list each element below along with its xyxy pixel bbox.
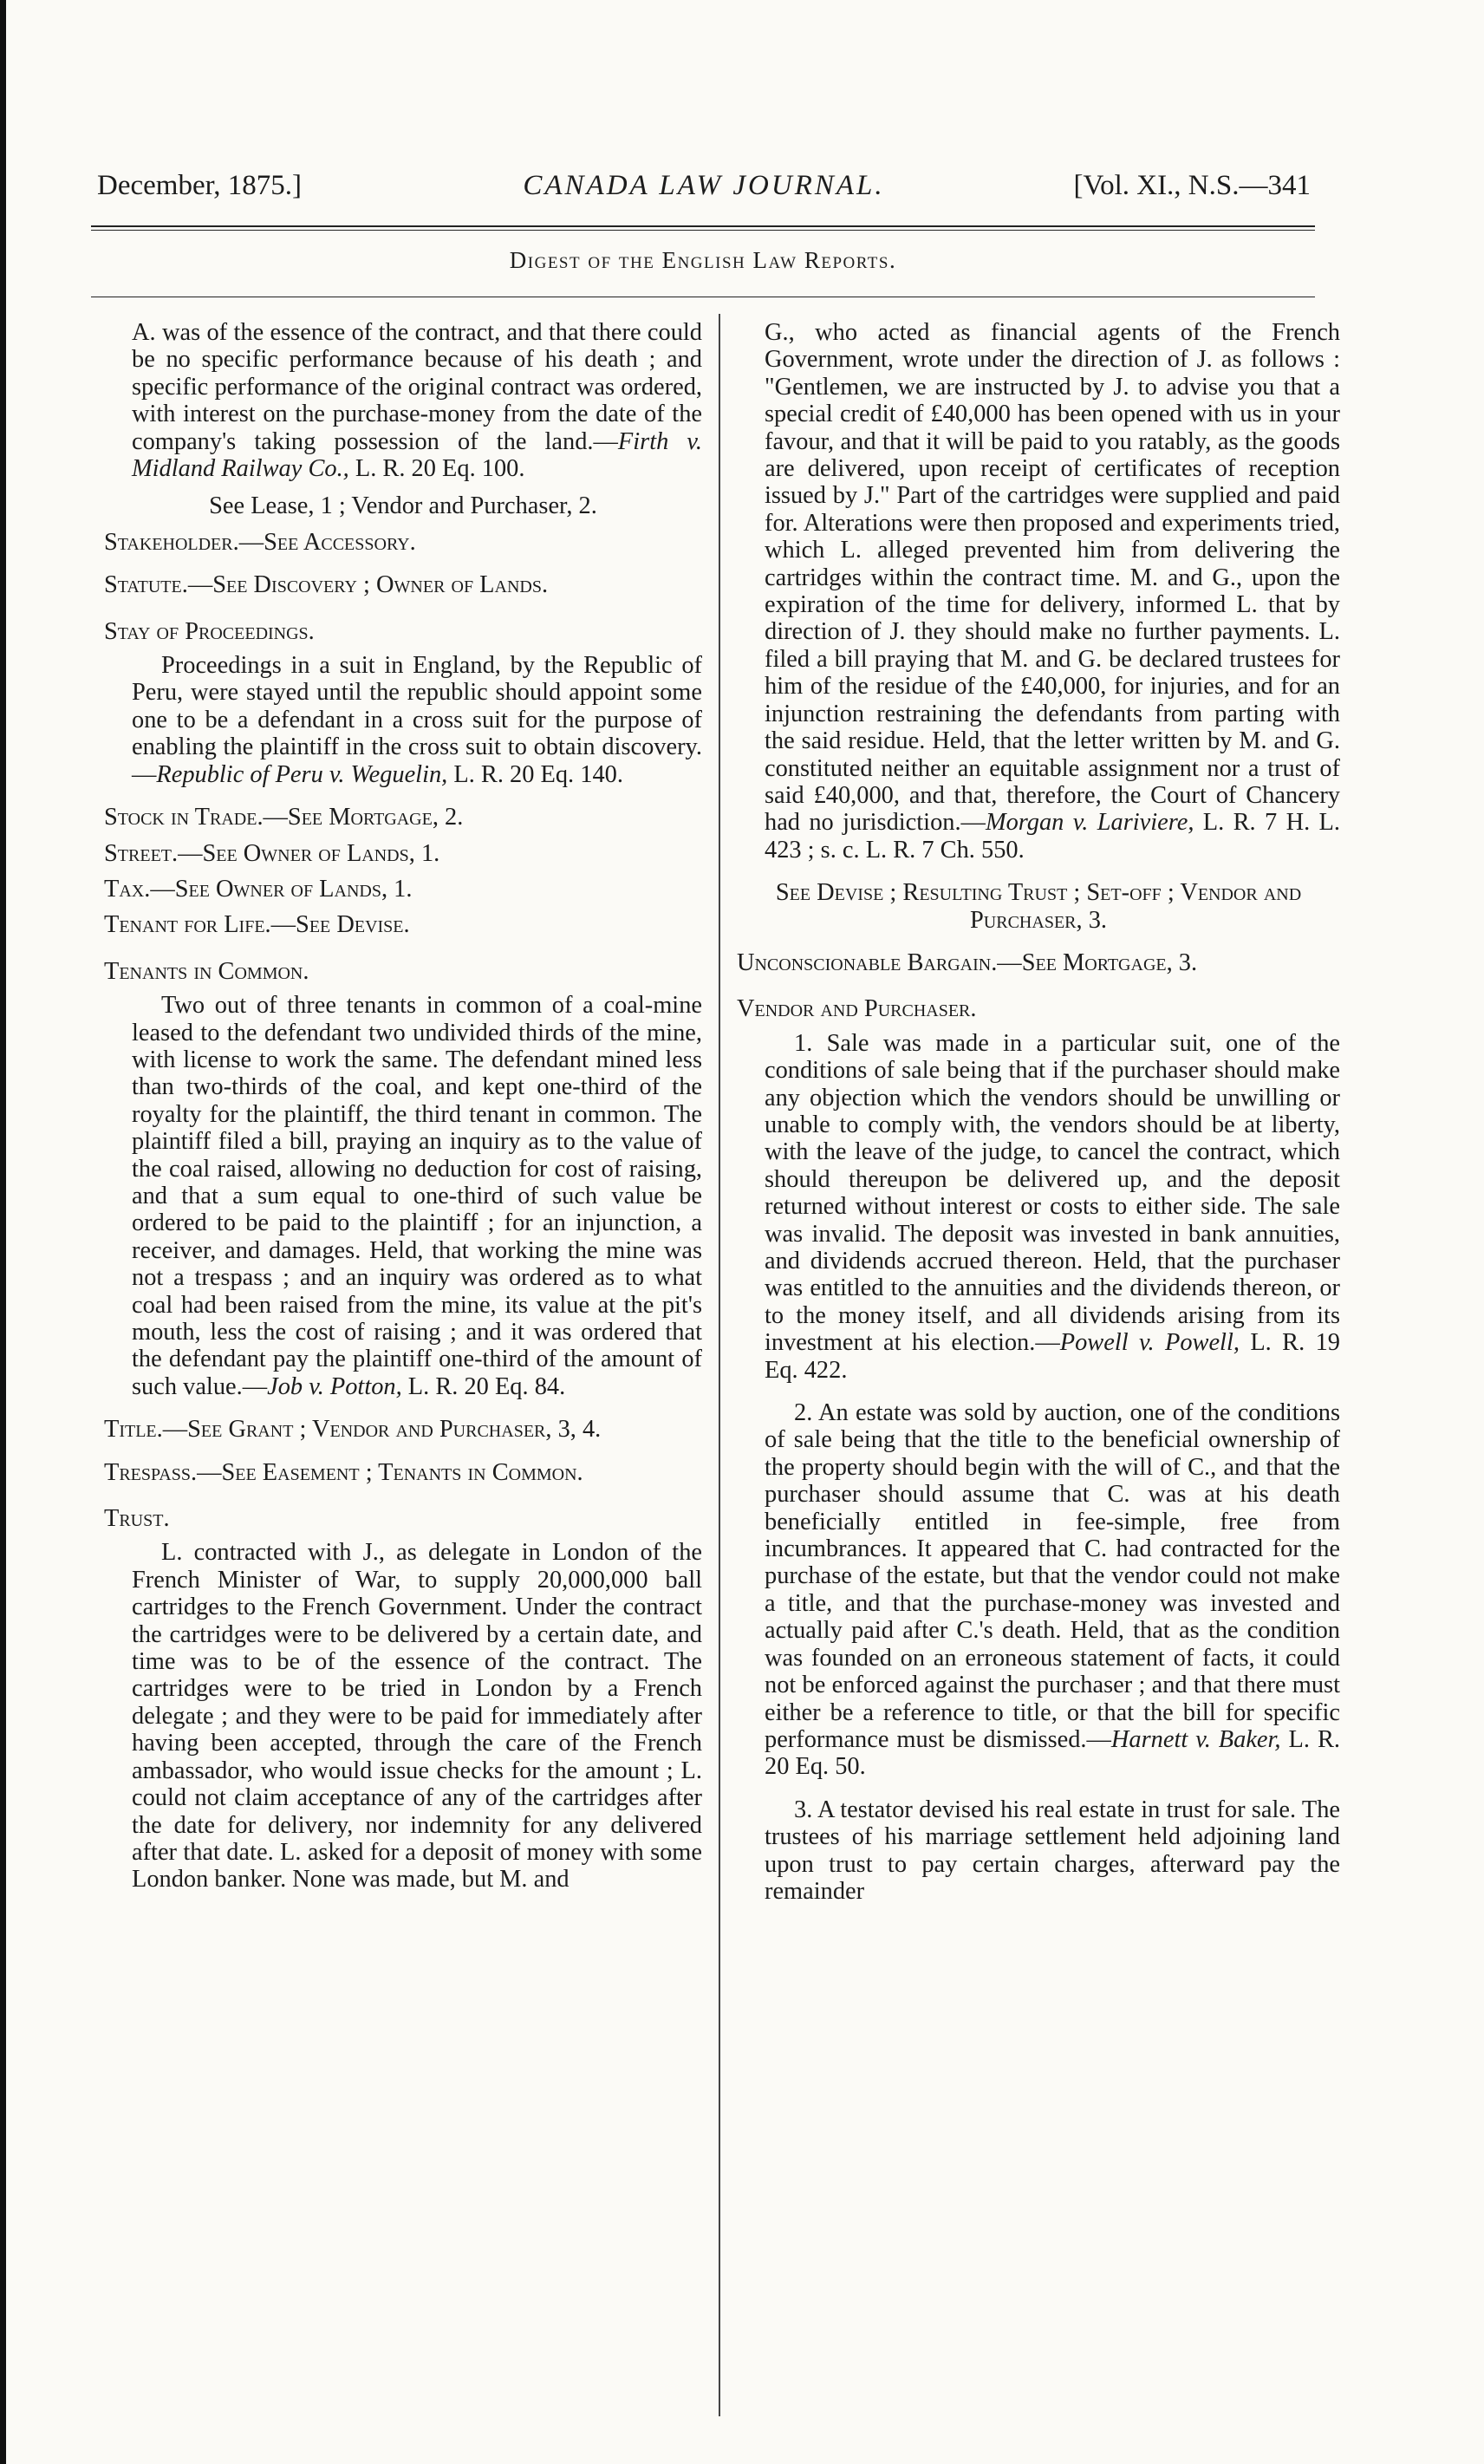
paragraph: 2. An estate was sold by auction, one of the conditions of sale being that the title to the beneficial ownership of the property should begin with the will of C., and that the purchaser should assume that C. was at his death beneficially entitled in fee-simple, free from incumbrances. It appeared that C. had contracted for the purchase of the estate, but that the vendor could not make a title, and that the purchase-money was invested and actually paid after C.'s death. Held, that as the condition was founded on an erroneous statement of facts, it could not be enforced against the purchaser ; and that there must either be a reference to title, or that the bill for specific performance must be dismissed.—Harnett v. Baker, L. R. 20 Eq. 50. (765, 1399, 1340, 1781)
header-volume: [Vol. XI., N.S.—341 (1073, 170, 1311, 201)
entry-trespass: Trespass.—See Easement ; Tenants in Common. (104, 1458, 583, 1486)
page-edge-shadow (0, 0, 6, 2464)
running-header (97, 163, 1311, 215)
paragraph: Two out of three tenants in common of a coal-mine leased to the defendant two undivided thirds of the mine, with license to work the same. The defendant mined less than two-thirds of the coal, and kept one-third of the royalty for the plaintiff, the third tenant in common. The plaintiff filed a bill, praying an inquiry as to the value of the coal raised, allowing no deduction for cost of raising, and that a sum equal to one-third of such value be ordered to be paid to the plaintiff ; for an injunction, a receiver, and damages. Held, that working the mine was not a trespass ; and an inquiry was ordered as to what coal had been raised from the mine, its value at the pit's mouth, less the cost of raising ; and it was ordered that the defendant pay the plaintiff one-third of the amount of such value.—Job v. Potton, L. R. 20 Eq. 84. (132, 992, 702, 1400)
heading-trust: Trust. (104, 1505, 170, 1533)
header-date: December, 1875.] (97, 170, 302, 201)
column-divider (719, 314, 720, 2416)
paragraph: A. was of the essence of the contract, and that there could be no specific performance because of his death ; and specific performance of the original contract was ordered, with interest on the purchase-money from the date of the company's taking possession of the land.—Firth v. Midland Railway Co., L. R. 20 Eq. 100. (132, 319, 702, 483)
see-reference: See Devise ; Resulting Trust ; Set-off ; Vendor and Purchaser, 3. (775, 879, 1302, 934)
left-column (104, 319, 702, 2426)
header-journal-title: CANADA LAW JOURNAL. (523, 170, 885, 201)
heading-vendor-and-purchaser: Vendor and Purchaser. (737, 995, 977, 1023)
entry-stakeholder: Stakeholder.—See Accessory. (104, 528, 416, 556)
paragraph: 1. Sale was made in a particular suit, one of the conditions of sale being that if the purchaser should make any objection which the vendors should be unwilling or unable to comply with, the vendors should be at liberty, with the leave of the judge, to cancel the contract, which should thereupon be delivered up, and the deposit returned without interest or costs to either side. The sale was invalid. The deposit was invested in bank annuities, and dividends accrued thereon. Held, that the purchaser was entitled to the annuities and the dividends thereon, or to the money itself, and all dividends arising from its investment at his election.—Powell v. Powell, L. R. 19 Eq. 422. (765, 1029, 1340, 1384)
see-reference: See Lease, 1 ; Vendor and Purchaser, 2. (209, 492, 597, 520)
right-column (737, 319, 1340, 2426)
header-rule (91, 225, 1315, 227)
heading-tenants-in-common: Tenants in Common. (104, 957, 309, 985)
entry-title: Title.—See Grant ; Vendor and Purchaser, 3, 4. (104, 1416, 602, 1444)
paragraph: G., who acted as financial agents of the French Government, wrote under the direction of J. as follows : "Gentlemen, we are instructed by J. to advise you that a special credit of £40,000 has been opened with us in your favour, and that it will be paid to you ratably, as the goods are delivered, upon receipt of certificates of reception issued by J." Part of the cartridges were supplied and paid for. Alterations were then proposed and experiments tried, which L. alleged prevented him from delivering the cartridges within the contract time. M. and G., upon the expiration of the time for delivery, informed L. that by direction of J. they should make no further payments. L. filed a bill praying that M. and G. be declared trustees for him of the residue of the £40,000, for injuries, and for an injunction restraining the defendants from parting with the said residue. Held, that the letter written by M. and G. constituted neither an equitable assignment nor a trust of said £40,000, and that, therefore, the Court of Chancery had no jurisdiction.—Morgan v. Lariviere, L. R. 7 H. L. 423 ; s. c. L. R. 7 Ch. 550. (765, 319, 1340, 864)
entry-street: Street.—See Owner of Lands, 1. (104, 839, 440, 867)
paragraph: 3. A testator devised his real estate in trust for sale. The trustees of his marriage settlement held adjoining land upon trust to pay certain charges, afterward pay the remainder (765, 1796, 1340, 1905)
entry-stock-in-trade: Stock in Trade.—See Mortgage, 2. (104, 804, 464, 831)
header-rule-thin (91, 230, 1315, 231)
section-title: Digest of the English Law Reports. (509, 247, 897, 273)
heading-stay-of-proceedings: Stay of Proceedings. (104, 617, 315, 645)
entry-tenant-for-life: Tenant for Life.—See Devise. (104, 911, 410, 939)
entry-statute: Statute.—See Discovery ; Owner of Lands. (104, 571, 549, 599)
entry-unconscionable-bargain: Unconscionable Bargain.—See Mortgage, 3. (737, 948, 1198, 976)
entry-tax: Tax.—See Owner of Lands, 1. (104, 875, 413, 903)
paragraph: Proceedings in a suit in England, by the Republic of Peru, were stayed until the republic should appoint some one to be a defendant in a cross suit for the purpose of enabling the plaintiff in the cross suit to obtain discovery.—Republic of Peru v. Weguelin, L. R. 20 Eq. 140. (132, 652, 702, 788)
paragraph: L. contracted with J., as delegate in London of the French Minister of War, to supply 20,000,000 ball cartridges to the French Government. Under the contract the cartridges were to be delivered by a certain date, and time was to be of the essence of the contract. The cartridges were to be tried in London by a French delegate ; and they were to be paid for immediately after having been accepted, through the care of the French ambassador, who would issue checks for the amount ; L. could not claim acceptance of any of the cartridges after the date for delivery, nor indemnity for any delivered after that date. L. asked for a deposit of money with some London banker. None was made, but M. and (132, 1539, 702, 1894)
